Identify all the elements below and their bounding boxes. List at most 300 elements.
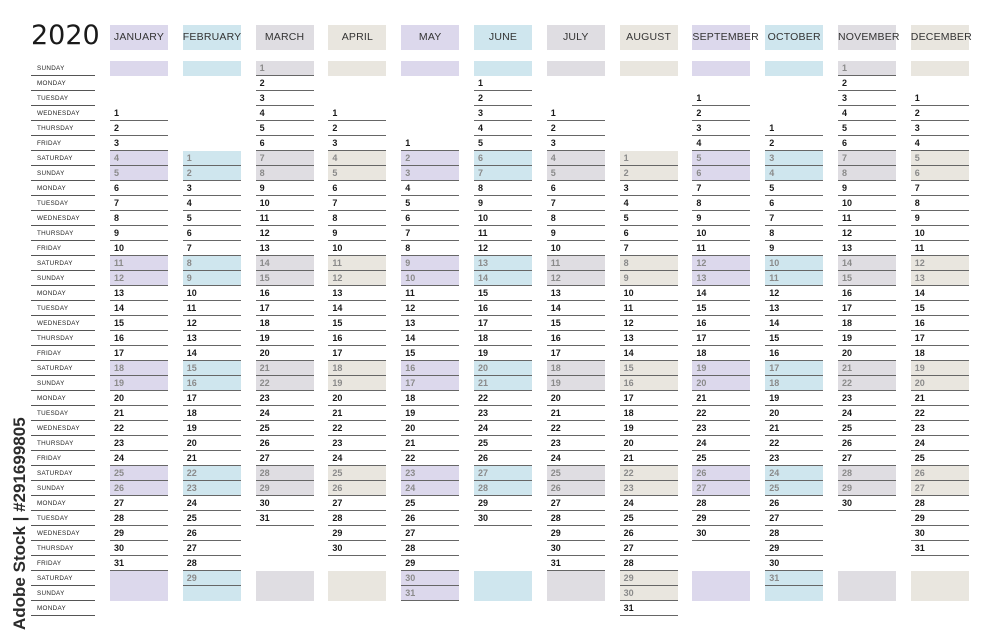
day-number: 10 [332, 243, 343, 253]
day-number: 29 [914, 513, 925, 523]
day-cell [765, 511, 823, 526]
day-number: 9 [478, 198, 484, 208]
day-cell [328, 241, 386, 256]
weekday-label: MONDAY [37, 185, 66, 192]
day-cell [620, 451, 678, 466]
day-cell [620, 301, 678, 316]
day-cell [110, 256, 168, 271]
day-cell [110, 151, 168, 166]
day-number: 3 [914, 123, 920, 133]
day-number: 28 [114, 513, 125, 523]
day-cell [620, 406, 678, 421]
day-cell [911, 166, 969, 181]
day-number: 25 [696, 453, 707, 463]
day-cell [328, 181, 386, 196]
day-cell [765, 226, 823, 241]
day-number: 1 [769, 123, 775, 133]
day-number: 9 [623, 273, 629, 283]
weekday-label: FRIDAY [37, 245, 62, 252]
day-number: 31 [623, 603, 634, 613]
day-cell [620, 466, 678, 481]
day-number: 23 [332, 438, 343, 448]
day-number: 4 [623, 198, 629, 208]
day-number: 22 [405, 453, 416, 463]
day-cell [474, 76, 532, 91]
day-cell [547, 256, 605, 271]
day-cell [256, 61, 314, 76]
day-number: 6 [186, 228, 192, 238]
day-number: 15 [623, 363, 634, 373]
day-number: 20 [405, 423, 416, 433]
day-cell [620, 586, 678, 601]
month-header-december: DECEMBER [911, 25, 969, 50]
weekday-label: MONDAY [37, 80, 66, 87]
day-number: 19 [478, 348, 489, 358]
day-number: 14 [405, 333, 416, 343]
day-cell [547, 451, 605, 466]
day-cell [765, 346, 823, 361]
day-number: 17 [186, 393, 197, 403]
day-number: 5 [186, 213, 192, 223]
day-number: 6 [550, 183, 556, 193]
day-number: 16 [405, 363, 416, 373]
day-cell [765, 481, 823, 496]
day-cell [765, 541, 823, 556]
day-cell [401, 316, 459, 331]
day-number: 11 [478, 228, 488, 238]
empty-weekend-cell [474, 571, 532, 586]
day-number: 10 [186, 288, 197, 298]
day-number: 26 [842, 438, 853, 448]
day-cell [328, 196, 386, 211]
day-cell [911, 436, 969, 451]
weekday-label: TUESDAY [37, 515, 69, 522]
day-cell [911, 391, 969, 406]
day-number: 16 [696, 318, 707, 328]
day-cell [547, 211, 605, 226]
day-cell [474, 286, 532, 301]
day-number: 5 [259, 123, 265, 133]
day-cell [765, 451, 823, 466]
day-number: 27 [114, 498, 125, 508]
day-number: 21 [914, 393, 925, 403]
day-number: 23 [623, 483, 634, 493]
day-cell [547, 541, 605, 556]
day-cell [911, 286, 969, 301]
day-cell [911, 346, 969, 361]
day-number: 3 [332, 138, 338, 148]
day-cell [401, 511, 459, 526]
day-number: 12 [405, 303, 416, 313]
day-cell [547, 316, 605, 331]
day-cell [183, 481, 241, 496]
day-number: 27 [842, 453, 853, 463]
day-number: 26 [623, 528, 634, 538]
day-cell [838, 151, 896, 166]
month-header-june: JUNE [474, 25, 532, 50]
day-number: 10 [842, 198, 853, 208]
weekday-label: SUNDAY [37, 485, 65, 492]
day-cell [765, 181, 823, 196]
day-cell [183, 406, 241, 421]
day-cell [401, 271, 459, 286]
day-number: 13 [914, 273, 925, 283]
day-cell [620, 196, 678, 211]
day-cell [401, 391, 459, 406]
day-number: 21 [696, 393, 707, 403]
day-cell [110, 211, 168, 226]
day-cell [620, 316, 678, 331]
day-number: 28 [332, 513, 343, 523]
day-cell [401, 421, 459, 436]
day-cell [838, 301, 896, 316]
day-cell [911, 256, 969, 271]
day-number: 7 [914, 183, 920, 193]
day-cell [911, 226, 969, 241]
day-number: 17 [478, 318, 489, 328]
day-cell [692, 316, 750, 331]
day-rule [620, 615, 678, 616]
day-number: 22 [696, 408, 707, 418]
day-cell [110, 466, 168, 481]
day-cell [328, 481, 386, 496]
day-cell [765, 496, 823, 511]
day-number: 25 [259, 423, 270, 433]
day-cell [256, 451, 314, 466]
day-number: 11 [259, 213, 270, 223]
day-cell [183, 226, 241, 241]
day-number: 29 [405, 558, 416, 568]
empty-weekend-cell [474, 61, 532, 76]
day-number: 2 [259, 78, 265, 88]
day-number: 1 [842, 63, 848, 73]
day-number: 23 [405, 468, 416, 478]
weekday-label: THURSDAY [37, 335, 74, 342]
day-cell [765, 391, 823, 406]
day-cell [256, 511, 314, 526]
day-number: 18 [696, 348, 707, 358]
day-number: 23 [550, 438, 561, 448]
day-cell [110, 136, 168, 151]
day-number: 27 [186, 543, 197, 553]
day-cell [620, 151, 678, 166]
day-number: 21 [623, 453, 634, 463]
day-number: 25 [478, 438, 489, 448]
day-cell [401, 301, 459, 316]
day-number: 18 [332, 363, 343, 373]
day-cell [765, 271, 823, 286]
day-cell [183, 286, 241, 301]
day-cell [256, 91, 314, 106]
weekday-label: WEDNESDAY [37, 320, 80, 327]
day-number: 10 [114, 243, 125, 253]
weekday-label: MONDAY [37, 500, 66, 507]
weekday-label: SATURDAY [37, 575, 73, 582]
day-number: 28 [696, 498, 707, 508]
day-cell [692, 391, 750, 406]
day-cell [765, 361, 823, 376]
day-number: 28 [842, 468, 853, 478]
day-cell [328, 256, 386, 271]
day-cell [110, 451, 168, 466]
day-cell [474, 301, 532, 316]
day-number: 30 [623, 588, 634, 598]
day-cell [256, 391, 314, 406]
day-cell [183, 541, 241, 556]
day-number: 21 [114, 408, 125, 418]
day-number: 29 [186, 573, 197, 583]
day-cell [547, 106, 605, 121]
day-number: 30 [842, 498, 853, 508]
day-cell [838, 286, 896, 301]
day-number: 2 [769, 138, 775, 148]
day-number: 26 [696, 468, 707, 478]
day-number: 20 [186, 438, 197, 448]
day-number: 20 [259, 348, 270, 358]
day-cell [838, 376, 896, 391]
day-number: 21 [259, 363, 270, 373]
day-number: 16 [769, 348, 780, 358]
day-cell [474, 241, 532, 256]
day-cell [765, 466, 823, 481]
day-cell [110, 511, 168, 526]
day-number: 3 [623, 183, 629, 193]
day-cell [765, 301, 823, 316]
day-number: 26 [259, 438, 270, 448]
day-cell [911, 526, 969, 541]
day-number: 4 [332, 153, 338, 163]
day-number: 16 [186, 378, 197, 388]
day-cell [911, 106, 969, 121]
day-number: 1 [914, 93, 920, 103]
weekday-label: SATURDAY [37, 365, 73, 372]
day-cell [110, 421, 168, 436]
empty-weekend-cell [692, 571, 750, 586]
day-cell [838, 241, 896, 256]
day-cell [911, 91, 969, 106]
day-cell [474, 496, 532, 511]
day-number: 11 [769, 273, 779, 283]
day-number: 1 [332, 108, 338, 118]
day-number: 4 [186, 198, 192, 208]
day-number: 29 [696, 513, 707, 523]
day-cell [110, 286, 168, 301]
day-cell [256, 346, 314, 361]
month-header-april: APRIL [328, 25, 386, 50]
day-number: 28 [259, 468, 270, 478]
day-number: 9 [769, 243, 775, 253]
weekday-label: SATURDAY [37, 470, 73, 477]
day-number: 8 [405, 243, 411, 253]
day-number: 31 [550, 558, 561, 568]
day-cell [328, 451, 386, 466]
day-number: 10 [259, 198, 270, 208]
day-cell [328, 421, 386, 436]
day-cell [692, 91, 750, 106]
day-cell [183, 451, 241, 466]
day-number: 25 [550, 468, 561, 478]
day-number: 25 [114, 468, 125, 478]
day-number: 11 [550, 258, 561, 268]
day-number: 9 [550, 228, 556, 238]
day-number: 21 [332, 408, 343, 418]
day-number: 6 [478, 153, 484, 163]
day-number: 28 [405, 543, 416, 553]
day-number: 1 [405, 138, 411, 148]
day-number: 19 [914, 363, 925, 373]
day-cell [765, 121, 823, 136]
day-number: 18 [623, 408, 634, 418]
day-number: 9 [114, 228, 120, 238]
day-number: 28 [478, 483, 489, 493]
day-cell [838, 211, 896, 226]
day-number: 1 [259, 63, 265, 73]
day-number: 25 [332, 468, 343, 478]
day-cell [401, 181, 459, 196]
day-number: 18 [186, 408, 197, 418]
day-number: 8 [696, 198, 702, 208]
day-cell [328, 466, 386, 481]
weekday-label: SUNDAY [37, 380, 65, 387]
day-number: 19 [623, 423, 634, 433]
day-number: 13 [623, 333, 634, 343]
day-cell [256, 76, 314, 91]
watermark-text: Adobe Stock | #291699805 [10, 417, 29, 630]
day-cell [110, 121, 168, 136]
day-number: 21 [186, 453, 197, 463]
day-cell [911, 181, 969, 196]
day-cell [256, 406, 314, 421]
day-cell [110, 436, 168, 451]
day-cell [110, 241, 168, 256]
day-cell [838, 76, 896, 91]
day-cell [256, 226, 314, 241]
day-cell [110, 181, 168, 196]
day-cell [765, 136, 823, 151]
day-cell [547, 301, 605, 316]
day-number: 3 [478, 108, 484, 118]
day-number: 5 [478, 138, 484, 148]
weekday-label: WEDNESDAY [37, 530, 80, 537]
day-number: 24 [114, 453, 125, 463]
day-number: 14 [842, 258, 853, 268]
day-cell [547, 181, 605, 196]
day-number: 1 [550, 108, 556, 118]
day-cell [620, 391, 678, 406]
day-number: 4 [478, 123, 484, 133]
day-number: 20 [478, 363, 489, 373]
day-cell [183, 316, 241, 331]
day-cell [183, 271, 241, 286]
day-number: 5 [914, 153, 920, 163]
weekday-label: THURSDAY [37, 125, 74, 132]
day-cell [256, 361, 314, 376]
day-number: 13 [332, 288, 343, 298]
day-cell [620, 256, 678, 271]
day-cell [328, 361, 386, 376]
day-number: 29 [332, 528, 343, 538]
day-number: 7 [550, 198, 556, 208]
day-cell [183, 361, 241, 376]
day-cell [547, 121, 605, 136]
day-cell [838, 121, 896, 136]
day-number: 27 [623, 543, 634, 553]
day-number: 7 [259, 153, 265, 163]
day-number: 28 [550, 513, 561, 523]
day-number: 9 [914, 213, 920, 223]
day-number: 7 [332, 198, 338, 208]
day-cell [838, 91, 896, 106]
day-cell [183, 526, 241, 541]
day-cell [692, 226, 750, 241]
day-number: 2 [914, 108, 920, 118]
day-number: 26 [914, 468, 925, 478]
empty-weekend-cell [838, 571, 896, 586]
day-cell [110, 301, 168, 316]
day-cell [620, 211, 678, 226]
day-cell [256, 196, 314, 211]
day-number: 30 [114, 543, 125, 553]
weekday-label: TUESDAY [37, 95, 69, 102]
day-cell [183, 181, 241, 196]
day-cell [474, 406, 532, 421]
day-cell [620, 526, 678, 541]
weekday-label: SUNDAY [37, 65, 65, 72]
day-cell [328, 136, 386, 151]
day-number: 12 [550, 273, 561, 283]
day-cell [328, 301, 386, 316]
day-number: 10 [769, 258, 780, 268]
day-number: 28 [623, 558, 634, 568]
day-number: 19 [769, 393, 780, 403]
day-cell [547, 166, 605, 181]
day-cell [401, 151, 459, 166]
day-number: 7 [114, 198, 120, 208]
day-number: 25 [623, 513, 634, 523]
day-number: 2 [478, 93, 484, 103]
empty-weekend-cell [765, 61, 823, 76]
day-cell [474, 316, 532, 331]
day-cell [256, 421, 314, 436]
day-cell [110, 406, 168, 421]
day-cell [620, 436, 678, 451]
weekday-label: MONDAY [37, 395, 66, 402]
day-number: 4 [259, 108, 265, 118]
day-cell [401, 586, 459, 601]
day-cell [838, 496, 896, 511]
day-cell [547, 436, 605, 451]
day-number: 4 [769, 168, 775, 178]
day-cell [547, 346, 605, 361]
day-number: 1 [623, 153, 629, 163]
day-number: 30 [550, 543, 561, 553]
day-rule [838, 510, 896, 511]
day-cell [692, 331, 750, 346]
day-number: 11 [186, 303, 197, 313]
day-number: 28 [186, 558, 197, 568]
empty-weekend-cell [256, 586, 314, 601]
empty-weekend-cell [110, 61, 168, 76]
day-cell [328, 226, 386, 241]
day-number: 30 [478, 513, 489, 523]
day-cell [911, 331, 969, 346]
day-number: 8 [259, 168, 265, 178]
day-cell [328, 391, 386, 406]
day-number: 17 [914, 333, 925, 343]
day-number: 10 [914, 228, 925, 238]
day-number: 22 [186, 468, 197, 478]
day-cell [474, 151, 532, 166]
